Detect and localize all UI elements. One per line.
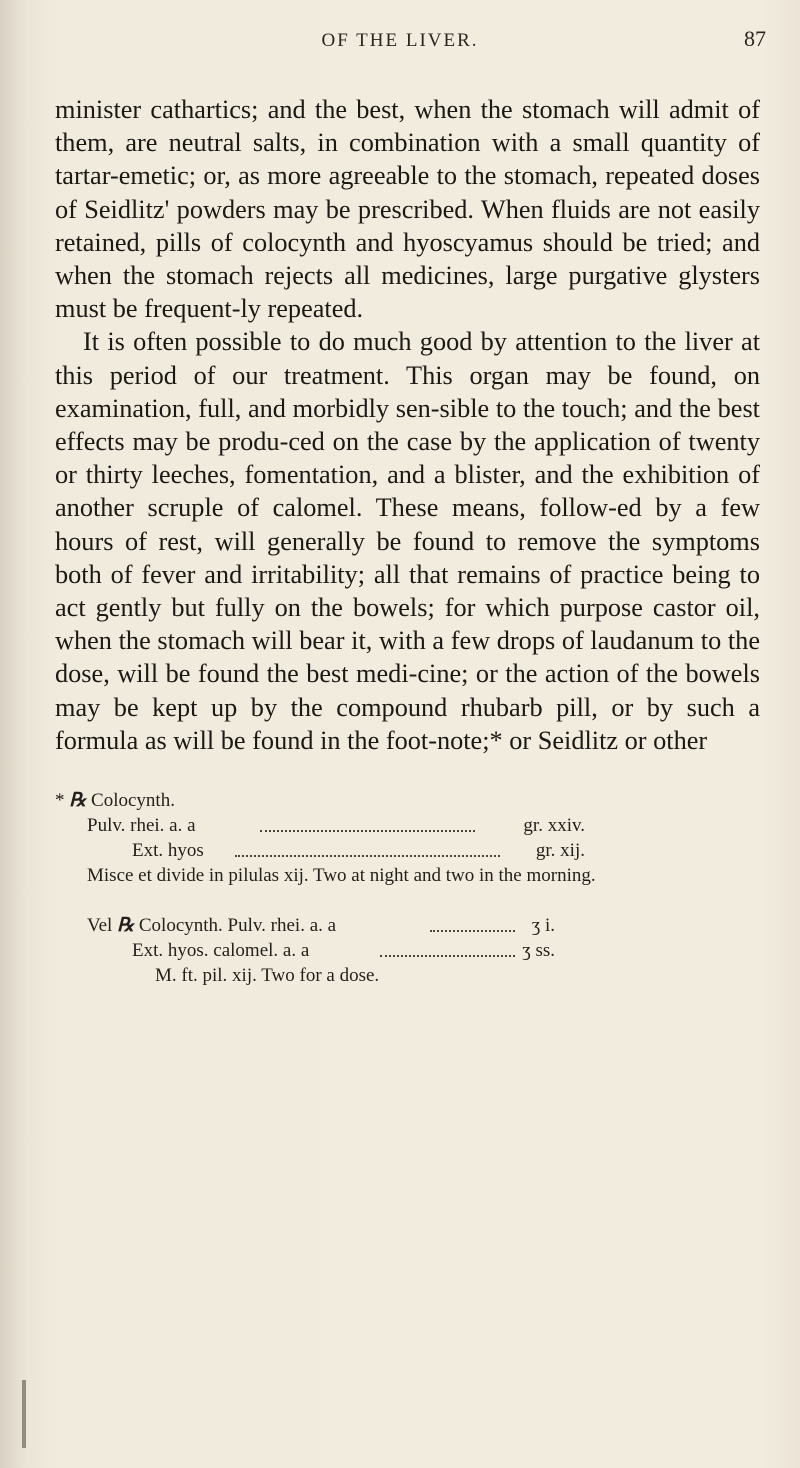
footnote-line-2 bbox=[55, 813, 765, 838]
footnote-line-6-qty: ʒ ss. bbox=[522, 940, 555, 961]
footnote-marker: * bbox=[55, 790, 65, 811]
leader-dots bbox=[380, 955, 515, 957]
page-number: 87 bbox=[744, 26, 766, 51]
leader-dots bbox=[430, 930, 515, 932]
leader-dots bbox=[235, 855, 500, 857]
binding-edge-mark bbox=[22, 1380, 26, 1448]
footnote-line-4 bbox=[55, 863, 765, 913]
footnote-line-6-drug: Ext. hyos. calomel. a. a bbox=[132, 940, 310, 961]
footnote-line-5-prefix: Vel bbox=[87, 915, 113, 936]
paragraph-1: minister cathartics; and the best, when the stomach will admit of them, are neutral salts, in combination with a small quantity of tartar-emetic; or, as more agreeable to the stomach, repeated doses of Seidlitz' powders may be prescribed. When fluids are not easily retained, pills of colocynth and hyoscyamus should be tried; and when the stomach rejects all medicines, large purgative glysters must be frequent-ly repeated. bbox=[55, 95, 760, 324]
footnote-line-7 bbox=[55, 963, 765, 988]
footnote-line-6 bbox=[55, 938, 765, 963]
footnote-line-5-drug: Colocynth. Pulv. rhei. a. a bbox=[138, 915, 337, 936]
page-header bbox=[0, 24, 800, 64]
footnote-line-2-qty: gr. xxiv. bbox=[523, 815, 585, 836]
paragraph-2: It is often possible to do much good by attention to the liver at this period of our treatment. This organ may be found, on examination, full, and morbidly sen-sible to the touch; and the best effects may be produ-ced on the case by the application of twenty or thirty leeches, fomentation, and a blister, and the exhibition of another scruple of calomel. These means, follow-ed by a few hours of rest, will generally be found to remove the symptoms both of fever and irritability; all that remains of practice being to act gently but fully on the bowels; for which purpose castor oil, when the stomach will bear it, with a few drops of laudanum to the dose, will be found the best medi-cine; or the action of the bowels may be kept up by the compound rhubarb pill, or by such a formula as will be found in the foot-note;* or Seidlitz or other bbox=[55, 327, 760, 755]
footnote-line-5-qty: ʒ i. bbox=[531, 915, 555, 936]
leader-dots bbox=[260, 830, 475, 832]
footnote-line-7-text: M. ft. pil. xij. Two for a dose. bbox=[155, 965, 380, 986]
footnote-line-5 bbox=[55, 913, 765, 938]
recipe-symbol: ℞ bbox=[69, 790, 87, 811]
footnote-line-3-qty: gr. xij. bbox=[535, 840, 585, 861]
footnote bbox=[55, 788, 765, 988]
body-text bbox=[55, 93, 760, 757]
footnote-line-2-drug: Pulv. rhei. a. a bbox=[87, 815, 196, 836]
footnote-line-4-text: Misce et divide in pilulas xij. Two at night and two in the morning. bbox=[87, 865, 596, 886]
running-head: OF THE LIVER. bbox=[321, 30, 479, 51]
footnote-line-1 bbox=[55, 788, 765, 813]
recipe-symbol: ℞ bbox=[117, 915, 135, 936]
footnote-line-3-drug: Ext. hyos bbox=[132, 840, 204, 861]
footnote-line-3 bbox=[55, 838, 765, 863]
footnote-line-1-text: Colocynth. bbox=[91, 790, 175, 811]
